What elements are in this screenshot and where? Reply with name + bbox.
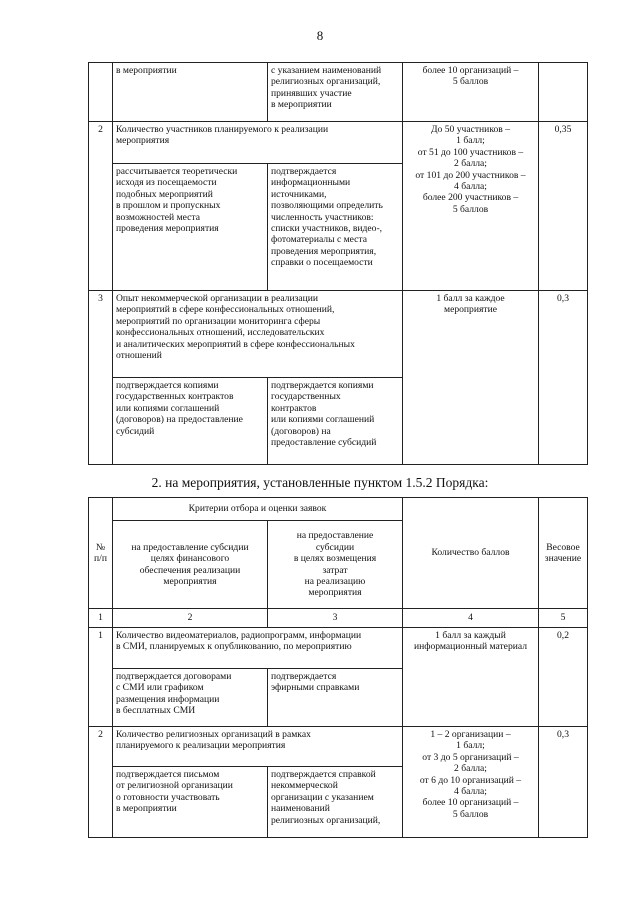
t2-row2-score: 1 – 2 организации – 1 балл; от 3 до 5 организаций – 2 балла; от 6 до 10 организаций – 4 балла; более 10 организаций – 5 баллов <box>402 726 539 838</box>
t1-row2-score: До 50 участников – 1 балл; от 51 до 100 участников – 2 балла; от 101 до 200 участников – 4 балла; более 200 участников – 5 баллов <box>402 121 539 291</box>
t2-row1-col-a: подтверждается договорами с СМИ или графиком размещения информации в бесплатных СМИ <box>112 668 268 727</box>
t2-header-criteria: Критерии отбора и оценки заявок <box>112 497 403 521</box>
t2-index-1: 1 <box>88 608 113 628</box>
t2-row2-col-a: подтверждается письмом от религиозной организации о готовности участвовать в мероприятии <box>112 766 268 838</box>
t2-row1-criterion: Количество видеоматериалов, радиопрограмм, информации в СМИ, планируемых к опубликованию, по мероприятию <box>112 627 403 669</box>
page-number: 8 <box>316 28 324 43</box>
t1-row2-weight: 0,35 <box>538 121 588 291</box>
t2-row2-weight: 0,3 <box>538 726 588 838</box>
t2-index-2: 2 <box>112 608 268 628</box>
t1-row3-col-a: подтверждается копиями государственных контрактов или копиями соглашений (договоров) на предоставление субсидий <box>112 377 268 465</box>
t1-row3-weight: 0,3 <box>538 290 588 465</box>
t2-index-5: 5 <box>538 608 588 628</box>
t1-cont-num-cell <box>88 62 113 122</box>
t2-header-col-a: на предоставление субсидии целях финансового обеспечения реализации мероприятия <box>112 520 268 609</box>
t2-row1-num: 1 <box>88 627 113 727</box>
t2-row1-score: 1 балл за каждый информационный материал <box>402 627 539 727</box>
t1-cont-col-a: в мероприятии <box>112 62 268 122</box>
t2-header-col-b: на предоставление субсидии в целях возмещения затрат на реализацию мероприятия <box>267 520 403 609</box>
t2-row2-col-b: подтверждается справкой некоммерческой организации с указанием наименований религиозных организаций, <box>267 766 403 838</box>
t2-index-3: 3 <box>267 608 403 628</box>
t1-cont-weight-cell <box>538 62 588 122</box>
t1-row3-num: 3 <box>88 290 113 465</box>
t2-header-weight: Весовое значение <box>538 497 588 609</box>
t1-row2-col-a: рассчитывается теоретически исходя из посещаемости подобных мероприятий в прошлом и пропускных возможностей места проведения мероприятия <box>112 163 268 291</box>
t1-cont-col-b: с указанием наименований религиозных организаций, принявших участие в мероприятии <box>267 62 403 122</box>
t2-index-4: 4 <box>402 608 539 628</box>
t2-row2-criterion: Количество религиозных организаций в рамках планируемого к реализации мероприятия <box>112 726 403 767</box>
t2-row2-num: 2 <box>88 726 113 838</box>
t2-header-score: Количество баллов <box>402 497 539 609</box>
t2-row1-weight: 0,2 <box>538 627 588 727</box>
t1-row3-col-b: подтверждается копиями государственных контрактов или копиями соглашений (договоров) на предоставление субсидий <box>267 377 403 465</box>
t1-row2-col-b: подтверждается информационными источниками, позволяющими определить численность участников: списки участников, видео-, фотоматериалы с места проведения мероприятия, справки о посещаемости <box>267 163 403 291</box>
t2-row1-col-b: подтверждается эфирными справками <box>267 668 403 727</box>
t1-row2-criterion: Количество участников планируемого к реализации мероприятия <box>112 121 403 164</box>
t2-header-num: № п/п <box>88 497 113 609</box>
t1-cont-score: более 10 организаций – 5 баллов <box>402 62 539 122</box>
t1-row3-criterion: Опыт некоммерческой организации в реализации мероприятий в сфере конфессиональных отношений, мероприятий по организации мониторинга сферы конфессиональных отношений, исследовательских и аналитических мероприятий в сфере конфессиональных отношений <box>112 290 403 378</box>
t1-row3-score: 1 балл за каждое мероприятие <box>402 290 539 465</box>
section-heading: 2. на мероприятия, установленные пунктом 1.5.2 Порядка: <box>151 475 489 490</box>
t1-row2-num: 2 <box>88 121 113 291</box>
